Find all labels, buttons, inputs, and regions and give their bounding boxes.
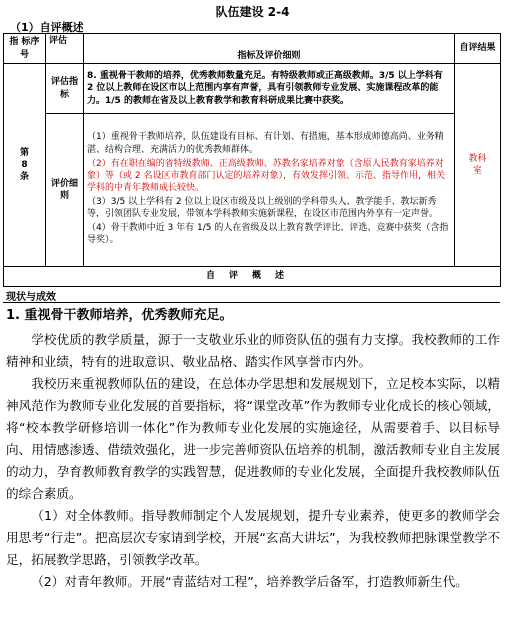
paragraph-4: （2）对青年教师。开展“青蓝结对工程”，培养教学后备军，打造教师新生代。: [31, 574, 468, 589]
detail-criteria: [84, 114, 455, 267]
status-label: 现状与成效: [6, 292, 56, 303]
page-title: 队伍建设 2-4: [215, 5, 290, 19]
detail-item-1: （1）重视骨干教师培养，队伍建设有目标、有计划、有措施，基本形成师德高尚、业务精湛、结构合理、充满活力的优秀教师群体。: [87, 132, 444, 155]
detail-label: 评价细则: [46, 114, 84, 267]
paragraph-2: 我校历来重视教师队伍的建设，在总体办学思想和发展规划下，立足校本实际，以精神风范作为教师专业化发展的首要指标，将“课堂改革”作为教师专业化成长的核心领域，将“校本教学研修培训一体化”作为教师专业化发展的实施途径，从需要着手、以目标导向、用情感渗透、借绩效强化，进一步完善师资队伍培养的机制，激活教师专业自主发展的动力，孕育教师教育教学的实践智慧，促进教师的专业化发展，全面提升我校教师队伍的综合素质。: [6, 376, 500, 501]
body-heading: 1. 重视骨干教师培养，优秀教师充足。: [6, 308, 233, 323]
detail-item-3: （3）3/5 以上学科有 2 位以上设区市级及以上级别的学科带头人、教学能手、教坛新秀等，引领团队专业发展，带领本学科教师实施新课程，在设区市范围内外享有一定声誉。: [87, 197, 439, 220]
header-eval: 评估: [46, 34, 84, 64]
summary-body: [6, 305, 500, 593]
paragraph-1: 学校优质的教学质量，源于一支敬业乐业的师资队伍的强有力支撑。我校教师的工作精神和业绩，特有的进取意识、敬业品格、踏实作风享誉市内外。: [6, 332, 500, 369]
criteria-table: [3, 33, 501, 287]
summary-header: 自评概述: [4, 267, 501, 287]
article-number: 第8条: [4, 64, 46, 267]
detail-item-2: （2）有在职在编的省特级教师、正高级教师、苏教名家培养对象（含原人民教育家培养对象）等（或 2 名设区市教育部门认定的培养对象），有效发挥引领、示范、指导作用，相关学科的中青年教师成长较快。: [87, 158, 445, 193]
section-subtitle: （1）自评概述: [10, 21, 84, 34]
header-index: 指 标序号: [4, 34, 46, 64]
eval-index-text: 8. 重视骨干教师的培养，优秀教师数量充足。有特级教师或正高级教师。3/5 以上学科有 2 位以上教师在设区市以上范围内享有声誉，具有引领教师专业发展、实施课程改革的能力。1/5 的教师在省及以上教育教学和教育科研成果比赛中获奖。: [84, 64, 455, 114]
self-eval-result: 教科室: [455, 64, 501, 267]
detail-item-4: （4）骨干教师中近 3 年有 1/5 的人在省级及以上教育教学评比、评选、竞赛中获奖（含指导奖）。: [87, 223, 449, 246]
divider: [3, 302, 500, 303]
paragraph-3: （1）对全体教师。指导教师制定个人发展规划，提升专业素养，使更多的教师学会用思考“行走”。把高层次专家请到学校，开展“玄高大讲坛”，为我校教师把脉课堂教学不足，拓展教学思路，引领教学改革。: [6, 508, 500, 567]
header-criteria: 指标及评价细则: [84, 34, 455, 64]
eval-index-label: 评估指标: [46, 64, 84, 114]
header-result: 自评结果: [455, 34, 501, 64]
